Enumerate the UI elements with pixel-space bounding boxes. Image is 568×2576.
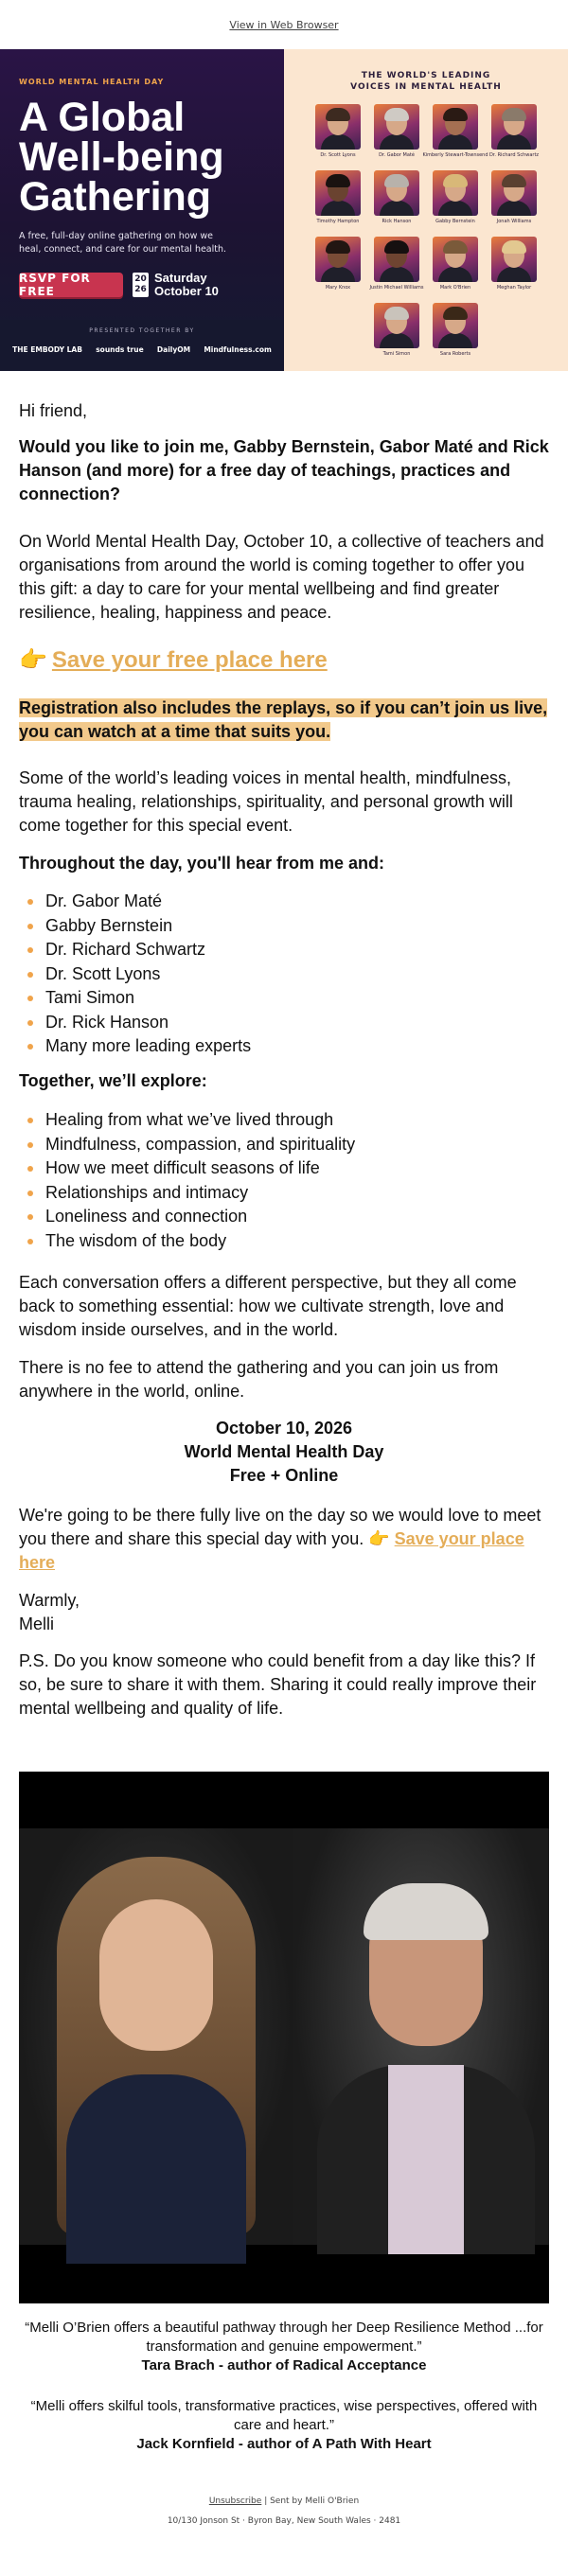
list-item: Gabby Bernstein <box>19 914 549 939</box>
speaker-photo <box>433 170 478 216</box>
date-badge-top: 20 <box>134 274 147 284</box>
pointing-hand-icon: 👉 <box>19 647 47 673</box>
hero-date <box>154 272 219 298</box>
hero-right-panel <box>284 49 568 371</box>
hero-banner[interactable] <box>0 49 568 371</box>
speaker-photo <box>491 170 537 216</box>
speaker-photo <box>433 237 478 282</box>
speaker-photo <box>374 104 419 150</box>
speaker-name: Jonah Williams <box>496 219 532 224</box>
signoff-name: Melli <box>19 1614 55 1633</box>
testimonial-author: Tara Brach - author of Radical Acceptance <box>141 2357 427 2373</box>
speaker-name: Sara Roberts <box>439 351 471 357</box>
footer-address: 10/130 Jonson St · Byron Bay, New South Wales · 2481 <box>167 2516 401 2526</box>
portrait-woman <box>19 1828 293 2245</box>
live-text: We're going to be there fully live on the day so we would love to meet you there and share this special day with you. 👉 <box>19 1506 541 1548</box>
speaker-photo <box>315 170 361 216</box>
intro-paragraph: On World Mental Health Day, October 10, a collective of teachers and organisations from around the world is coming together to offer you this gift: a day to care for your mental wellbeing and find greater resilience, healing, happiness and peace. <box>19 532 544 622</box>
speaker-card <box>429 237 482 299</box>
voices-title: THE WORLD'S LEADING VOICES IN MENTAL HEALTH <box>350 71 502 92</box>
list-item: Loneliness and connection <box>19 1205 549 1229</box>
speaker-card <box>370 303 423 365</box>
view-in-browser-link[interactable]: View in Web Browser <box>229 18 339 31</box>
list-item: Mindfulness, compassion, and spirituality <box>19 1133 549 1157</box>
speaker-name: Meghan Taylor <box>496 285 532 291</box>
list-item: Dr. Gabor Maté <box>19 890 549 914</box>
speaker-photo <box>315 104 361 150</box>
hero-kicker: WORLD MENTAL HEALTH DAY <box>19 78 165 86</box>
replay-note <box>19 697 549 744</box>
event-date: October 10, 2026 <box>215 1419 353 1438</box>
signoff <box>19 1589 549 1636</box>
speaker-card <box>488 170 541 233</box>
replay-highlight: Registration also includes the replays, so if you can’t join us live, you can watch at a time that suits you. <box>19 698 548 741</box>
speaker-name: Kimberly Stewart-Townsend <box>422 152 488 158</box>
testimonial-text: “Melli O’Brien offers a beautiful pathway through her Deep Resilience Method ...for transformation and genuine empowerment.” <box>25 2320 543 2355</box>
rsvp-button[interactable]: RSVP FOR FREE <box>19 273 123 297</box>
speaker-card <box>370 237 423 299</box>
speaker-photo <box>315 237 361 282</box>
hear-heading: Throughout the day, you'll hear from me and: <box>19 854 384 873</box>
speaker-card <box>311 170 364 233</box>
sent-by: | Sent by Melli O'Brien <box>264 2497 360 2506</box>
speaker-name: Dr. Gabor Maté <box>379 152 415 158</box>
speaker-name: Timothy Hampton <box>316 219 360 224</box>
calendar-icon <box>133 273 149 297</box>
perspective-paragraph: Each conversation offers a different perspective, but they all come back to something essential: how we cultivate strength, love and wisdom inside ourselves, and in the world. <box>19 1273 517 1339</box>
sponsor-logo: DailyOM <box>156 345 191 354</box>
speaker-card <box>370 170 423 233</box>
list-item: Relationships and intimacy <box>19 1181 549 1206</box>
speaker-photo <box>374 237 419 282</box>
no-fee-paragraph: There is no fee to attend the gathering and you can join us from anywhere in the world, online. <box>19 1358 499 1401</box>
save-free-place-link[interactable]: Save your free place here <box>51 647 328 673</box>
top-bar <box>0 0 568 49</box>
presented-by-label: PRESENTED TOGETHER BY <box>89 327 195 334</box>
speaker-photo <box>491 237 537 282</box>
sponsor-logo: Mindfulness.com <box>204 345 272 354</box>
sponsor-logo: sounds true <box>96 345 144 354</box>
list-item: Many more leading experts <box>19 1034 549 1059</box>
list-item: How we meet difficult seasons of life <box>19 1156 549 1181</box>
speaker-photo <box>433 104 478 150</box>
speaker-card <box>311 104 364 167</box>
speaker-name: Rick Hanson <box>382 219 412 224</box>
speaker-photo <box>491 104 537 150</box>
footer-line <box>0 2497 568 2506</box>
speaker-name: Mary Knox <box>325 285 351 291</box>
testimonial-author: Jack Kornfield - author of A Path With Heart <box>136 2436 432 2452</box>
testimonial-text: “Melli offers skilful tools, transformative practices, wise perspectives, offered with care and heart.” <box>30 2398 538 2433</box>
speaker-card <box>488 104 541 167</box>
speaker-card <box>422 104 488 167</box>
sponsor-logos <box>0 345 284 354</box>
live-paragraph <box>19 1504 549 1575</box>
leading-voices-paragraph: Some of the world’s leading voices in mental health, mindfulness, trauma healing, relationships, spirituality, and personal growth will come together for this special event. <box>19 768 513 835</box>
date-badge-bottom: 26 <box>134 285 147 294</box>
event-name: World Mental Health Day <box>184 1442 384 1461</box>
speaker-card <box>311 237 364 299</box>
hero-date-month: October 10 <box>154 284 219 298</box>
speaker-name: Mark O'Brien <box>439 285 471 291</box>
speaker-photo <box>374 303 419 348</box>
event-format: Free + Online <box>229 1466 339 1485</box>
speaker-name: Gabby Bernstein <box>435 219 475 224</box>
speaker-list <box>19 890 549 1059</box>
speaker-name: Justin Michael Williams <box>369 285 424 291</box>
signoff-line: Warmly, <box>19 1591 80 1610</box>
list-item: Healing from what we’ve lived through <box>19 1108 549 1133</box>
speaker-card <box>429 170 482 233</box>
save-place-link[interactable]: Save your place here <box>19 1529 524 1572</box>
cta-row <box>19 645 549 677</box>
list-item: Dr. Scott Lyons <box>19 962 549 987</box>
testimonial <box>19 2319 549 2375</box>
speaker-name: Dr. Scott Lyons <box>320 152 356 158</box>
topic-list <box>19 1108 549 1253</box>
explore-heading: Together, we’ll explore: <box>19 1071 207 1090</box>
teachers-photo <box>19 1772 549 2303</box>
list-item: Dr. Rick Hanson <box>19 1011 549 1035</box>
speaker-name: Dr. Richard Schwartz <box>488 152 540 158</box>
speaker-card <box>370 104 423 167</box>
event-details <box>19 1417 549 1488</box>
portrait-man <box>293 1828 549 2245</box>
greeting: Hi friend, <box>19 401 88 420</box>
list-item: Dr. Richard Schwartz <box>19 938 549 962</box>
hero-left-panel <box>0 49 284 371</box>
hero-title: A Global Well-being Gathering <box>19 95 224 220</box>
speaker-photo <box>433 303 478 348</box>
hero-subtitle: A free, full-day online gathering on how we heal, connect, and care for our mental health. <box>19 231 227 255</box>
intro-question: Would you like to join me, Gabby Bernstein, Gabor Maté and Rick Hanson (and more) for a free day of teachings, practices and connection? <box>19 437 549 503</box>
list-item: Tami Simon <box>19 986 549 1011</box>
ps-paragraph: P.S. Do you know someone who could benefit from a day like this? If so, be sure to share it with them. Sharing it could really improve their mental wellbeing and quality of life. <box>19 1651 537 1718</box>
speaker-name: Tami Simon <box>382 351 411 357</box>
hero-date-day: Saturday <box>154 271 207 285</box>
sponsor-logo: THE EMBODY LAB <box>12 345 82 354</box>
speaker-photo <box>374 170 419 216</box>
speaker-card <box>429 303 482 365</box>
hero-cta-row <box>19 272 271 298</box>
hero-sponsor-strip <box>0 320 284 371</box>
unsubscribe-link[interactable]: Unsubscribe <box>208 2497 262 2506</box>
speaker-grid <box>310 104 542 365</box>
speaker-card <box>488 237 541 299</box>
testimonial <box>19 2397 549 2454</box>
list-item: The wisdom of the body <box>19 1229 549 1254</box>
